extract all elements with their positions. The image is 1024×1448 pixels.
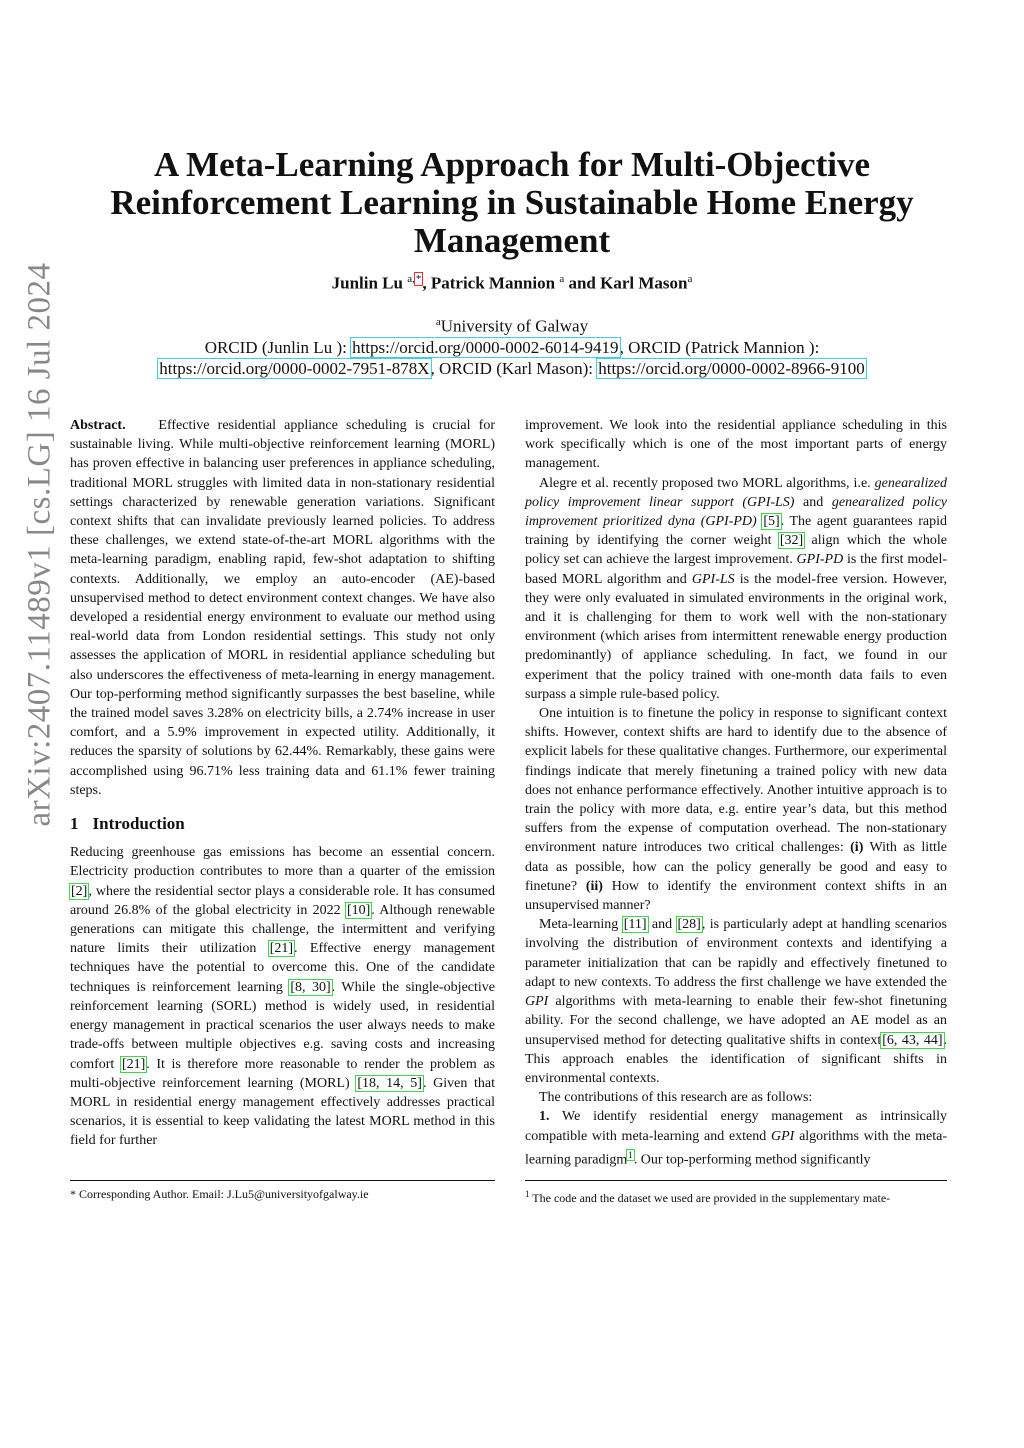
orcid-link[interactable]: https://orcid.org/0000-0002-6014-9419 <box>352 337 619 357</box>
citation-link[interactable]: [11] <box>623 917 647 933</box>
separator: , <box>422 273 431 293</box>
text-italic: GPI <box>525 994 549 1010</box>
corresponding-footnote-link[interactable]: * <box>415 273 422 285</box>
text: One intuition is to finetune the policy in response to significant context shifts. However, context shifts are hard to identify due to the absence of explicit labels for these qualitative changes. Furthermore, our experimental findings indicate that merely finetuning a trained policy with new data does not enhance performance effectively. Another intuitive approach is to train the policy with more data, e.g. entire year’s data, but this method suffers from the expense of computation overhead. The non-stationary environment nature introduces two critical challenges: <box>525 706 947 856</box>
footnote-rule <box>70 1180 495 1181</box>
paper-title: A Meta-Learning Approach for Multi-Objective Reinforcement Learning in Sustainable Home Energy Management <box>110 145 914 260</box>
footnote-text: The code and the dataset we used are provided in the supplementary mate- <box>532 1191 891 1205</box>
author-name: Patrick Mannion <box>430 273 556 293</box>
text: How to identify the environment context shifts in an unsupervised manner? <box>525 878 947 914</box>
section-heading <box>70 814 495 833</box>
text: algorithms with the meta-learning paradigm <box>525 1128 948 1168</box>
footnote-number: 1 <box>525 1189 530 1199</box>
citation-link[interactable]: [2] <box>71 883 88 899</box>
footnote-link[interactable]: 1 <box>628 1149 633 1160</box>
text-italic: genearalized policy improvement linear support (GPI-LS) <box>525 475 947 510</box>
supplementary-footnote <box>525 1187 947 1206</box>
author-line <box>60 273 964 294</box>
text: . Effective energy management techniques have the potential to overcome this. One of the candidate techniques is reinforcement learning <box>70 941 496 995</box>
abstract-label: Abstract. <box>70 418 126 433</box>
text: , where the residential sector plays a considerable role. It has consumed around 26.8% of the global electricity in 2022 <box>70 883 495 918</box>
text: . It is therefore more reasonable to render the problem as multi-objective reinforcement learning (MORL) <box>70 1056 495 1091</box>
text-italic: GPI-LS <box>691 571 735 587</box>
left-footnote-area <box>70 1180 495 1202</box>
text: is the first model-based MORL algorithm and <box>525 552 947 587</box>
abstract <box>70 416 495 800</box>
affiliation-block <box>60 312 964 379</box>
text: algorithms with meta-learning to enable their few-shot finetuning ability. For the second challenge, we have adopted an AE model as an unsupervised method for detecting qualitative shifts in context <box>525 994 947 1048</box>
text: and <box>794 494 832 510</box>
author-affil-sup: a, <box>407 273 415 285</box>
abstract-text: Effective residential appliance scheduling is crucial for sustainable living. While multi-objective reinforcement learning (MORL) has proven effective in balancing user preferences in appliance scheduling, traditional MORL struggles with limited data in non-stationary residential settings characterized by renewable generation variations. Significant context shifts that can invalidate previously learned policies. To address these challenges, we extend state-of-the-art MORL algorithms with the meta-learning paradigm, enabling rapid, few-shot adaptation to shifting contexts. Additionally, we employ an auto-encoder (AE)-based unsupervised method to detect environment context changes. We have also developed a residential energy environment to evaluate our method using real-world data from London residential settings. This study not only assesses the application of MORL in residential appliance scheduling but also underscores the effectiveness of meta-learning in energy management. Our top-performing method significantly surpasses the best baseline, while the trained model saves 3.28% on electricity bills, a 2.74% increase in user comfort, and a 5.9% improvement in expected utility. Additionally, it reduces the sparsity of solutions by 62.44%. Remarkably, these gains were accomplished using 96.71% less training data and 61.1% fewer training steps. <box>70 418 496 798</box>
orcid-link[interactable]: https://orcid.org/0000-0002-8966-9100 <box>598 358 865 378</box>
text-italic: genearalized policy improvement prioritized dyna (GPI-PD) <box>525 494 947 530</box>
text: is the model-free version. However, they were only evaluated in simulated environments in the original work, and it is challenging for them to work well with the non-stationary environment (which arises from intermittent renewable energy production predominantly) of appliance scheduling. In fact, we found in our experiment that the policy trained with one-month data fails to even surpass a simple rule-based policy. <box>525 571 948 702</box>
paragraph <box>525 474 947 704</box>
text: . Although renewable generations can mitigate this challenge, the intermittent and verifying nature limits their utilization <box>70 902 495 957</box>
citation-link[interactable]: [10] <box>346 902 371 918</box>
arxiv-watermark: arXiv:2407.11489v1 [cs.LG] 16 Jul 2024 <box>21 262 58 827</box>
orcid-link[interactable]: https://orcid.org/0000-0002-7951-878X <box>159 358 430 378</box>
citation-link[interactable]: [28] <box>677 917 701 933</box>
text-bold: (i) <box>850 840 864 856</box>
left-column <box>70 416 495 1151</box>
footnote-rule <box>525 1180 947 1181</box>
separator: and <box>564 273 601 293</box>
text: . While the single-objective reinforcement learning (SORL) method is widely used, in residential energy management in practical scenarios the user always needs to make trade-offs between multiple objectives e.g. saving costs and increasing comfort <box>70 979 495 1072</box>
citation-link[interactable]: [18, 14, 5] <box>357 1075 422 1091</box>
text-italic: GPI <box>771 1128 795 1144</box>
citation-link[interactable]: [6, 43, 44] <box>882 1032 943 1048</box>
text: . Given that MORL in residential energy management effectively addresses practical scenarios, it is essential to keep validating the latest MORL method in this field for further <box>70 1075 495 1149</box>
corresponding-footnote: * Corresponding Author. Email: J.Lu5@universityofgalway.ie <box>70 1187 369 1201</box>
text-italic: GPI-PD <box>796 552 844 568</box>
orcid-label: , ORCID (Patrick Mannion ): <box>619 337 820 357</box>
citation-link[interactable]: [5] <box>763 514 780 530</box>
section-number: 1 <box>70 814 79 834</box>
text-bold: (ii) <box>585 878 603 894</box>
author-affil-sup: a <box>687 273 693 285</box>
affil-sup: a <box>435 316 441 328</box>
citation-link[interactable]: [21] <box>269 941 294 957</box>
text: align which the whole policy set can achieve the largest improvement. <box>525 533 947 568</box>
author-name: Junlin Lu <box>331 273 403 293</box>
text-bold: 1. <box>539 1109 550 1125</box>
text: , is particularly adept at handling scenarios involving the distribution of environment contexts and identifying a parameter initialization that can be rapidly and effectively finetuned to adapt to new contexts. To address the first challenge we have extended the <box>525 917 948 990</box>
text: . Our top-performing method significantly <box>633 1152 871 1168</box>
paragraph <box>70 843 495 1150</box>
paragraph: The contributions of this research are as follows: <box>539 1090 813 1106</box>
orcid-label: ORCID (Junlin Lu ): <box>204 337 352 357</box>
text: With as little data as possible, how can the policy generally be good and easy to finetune? <box>525 840 947 894</box>
author-name: Karl Mason <box>600 273 688 293</box>
text: Alegre et al. recently proposed two MORL algorithms, i.e. <box>539 475 875 491</box>
text: and <box>647 917 677 933</box>
paragraph <box>525 704 947 915</box>
text: We identify residential energy management as intrinsically compatible with meta-learning and extend <box>525 1109 947 1144</box>
paragraph <box>525 915 947 1088</box>
text: . This approach enables the identification of significant shifts in environmental contexts. <box>525 1032 947 1086</box>
author-affil-sup: a <box>559 273 565 285</box>
citation-link[interactable]: [21] <box>121 1056 146 1072</box>
right-footnote-area <box>525 1180 947 1206</box>
affiliation-name: University of Galway <box>440 316 589 336</box>
paragraph <box>525 1107 947 1169</box>
citation-link[interactable]: [8, 30] <box>290 979 331 995</box>
section-title: Introduction <box>92 814 185 834</box>
text: . The agent guarantees rapid training by identifying the corner weight <box>525 514 948 549</box>
paragraph: improvement. We look into the residential appliance scheduling in this work specifically which is one of the most important parts of energy management. <box>525 418 947 472</box>
right-column <box>525 416 947 1170</box>
text: Meta-learning <box>539 917 623 933</box>
orcid-label: , ORCID (Karl Mason): <box>430 358 598 378</box>
citation-link[interactable]: [32] <box>779 533 804 549</box>
text: Reducing greenhouse gas emissions has become an essential concern. Electricity production contributes to more than a quarter of the emission <box>70 845 495 880</box>
